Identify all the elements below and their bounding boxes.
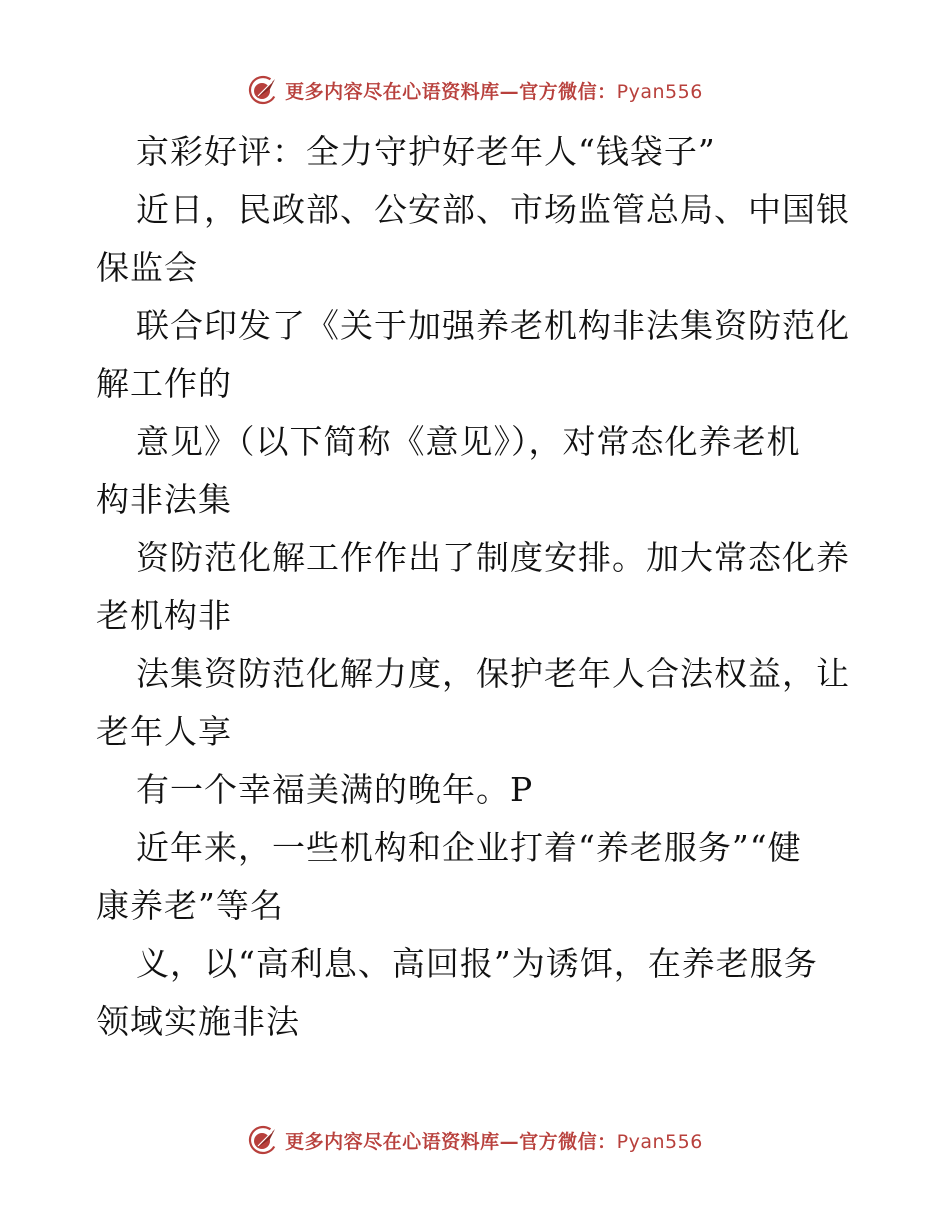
- wechat-id: Pyan556: [616, 1130, 703, 1153]
- banner-text: 更多内容尽在心语资料库—官方微信：Pyan556: [285, 1130, 703, 1153]
- banner-text: 更多内容尽在心语资料库—官方微信：Pyan556: [285, 80, 703, 103]
- doc-line: 老年人享: [96, 712, 232, 751]
- quill-logo-icon: [247, 74, 279, 106]
- doc-line: 联合印发了《关于加强养老机构非法集资防范化: [136, 306, 850, 345]
- doc-line: 有一个幸福美满的晚年。P: [136, 770, 534, 809]
- wechat-id: Pyan556: [616, 80, 703, 103]
- doc-line: 京彩好评：全力守护好老年人“钱袋子”: [136, 132, 716, 171]
- doc-line: 资防范化解工作作出了制度安排。加大常态化养: [136, 538, 850, 577]
- doc-line: 法集资防范化解力度，保护老年人合法权益，让: [136, 654, 850, 693]
- doc-line: 意见》（以下简称《意见》），对常态化养老机: [136, 422, 801, 461]
- header-banner: [0, 70, 950, 110]
- footer-banner: [0, 1120, 950, 1160]
- doc-line: 构非法集: [96, 480, 232, 519]
- doc-line: 近年来，一些机构和企业打着“养老服务”“健: [136, 828, 802, 867]
- doc-line: 解工作的: [96, 364, 232, 403]
- quill-logo-icon: [247, 1124, 279, 1156]
- doc-line: 老机构非: [96, 596, 232, 635]
- doc-line: 保监会: [96, 248, 198, 287]
- doc-line: 领域实施非法: [96, 1002, 300, 1041]
- doc-line: 近日，民政部、公安部、市场监管总局、中国银: [136, 190, 850, 229]
- document-body: [96, 123, 852, 1051]
- doc-line: 康养老”等名: [96, 886, 284, 925]
- doc-line: 义，以“高利息、高回报”为诱饵，在养老服务: [136, 944, 818, 983]
